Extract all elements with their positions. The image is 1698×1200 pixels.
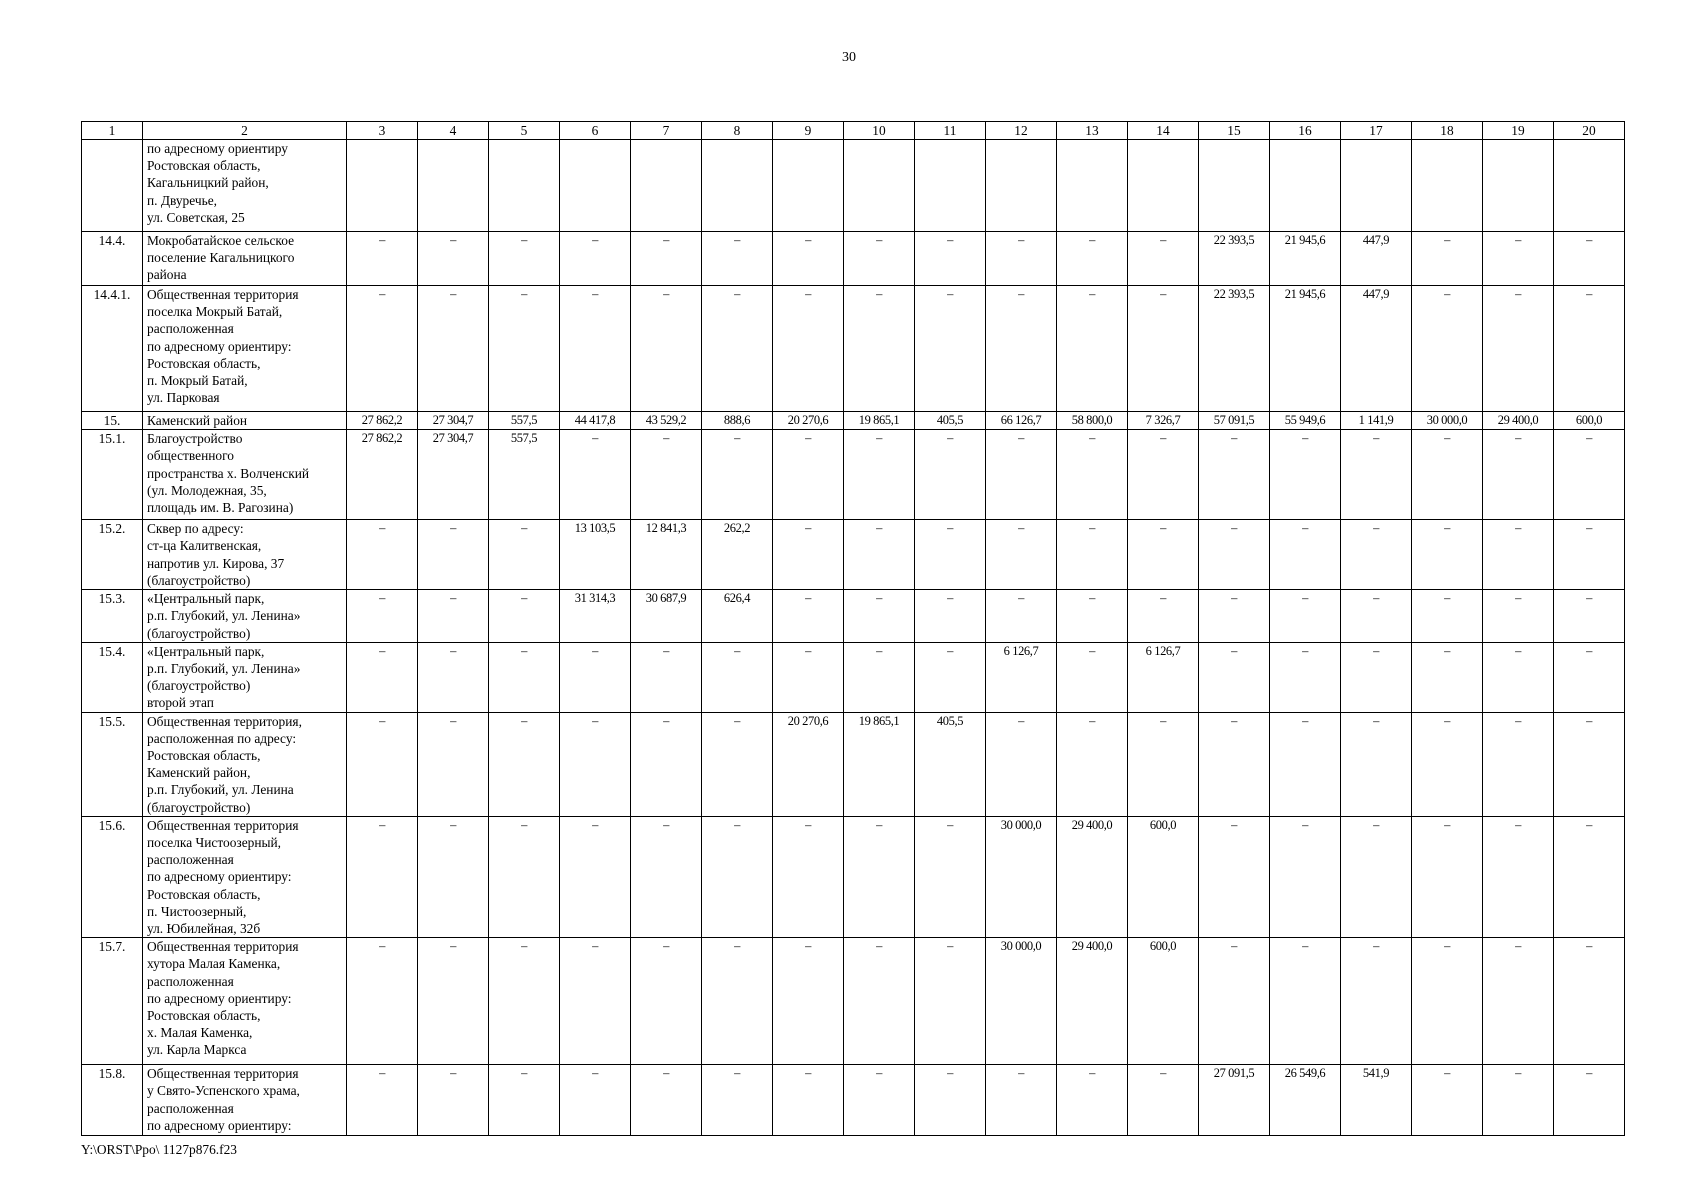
object-name-cell: Мокробатайское сельское поселение Кагальницкого района <box>143 232 347 286</box>
value-cell <box>1341 140 1412 232</box>
value-cell: – <box>1483 712 1554 816</box>
value-cell <box>489 140 560 232</box>
header-cell: 11 <box>915 122 986 140</box>
header-cell: 20 <box>1554 122 1625 140</box>
value-cell: – <box>1341 712 1412 816</box>
value-cell: – <box>1341 430 1412 520</box>
value-cell: 19 865,1 <box>844 412 915 430</box>
value-cell: – <box>1057 286 1128 412</box>
value-cell: – <box>347 286 418 412</box>
value-cell: 30 687,9 <box>631 590 702 643</box>
value-cell: – <box>1554 430 1625 520</box>
table-row <box>82 286 1625 412</box>
value-cell: – <box>631 816 702 937</box>
value-cell: 22 393,5 <box>1199 232 1270 286</box>
value-cell: – <box>560 712 631 816</box>
budget-table-container <box>81 121 1625 1136</box>
value-cell <box>986 140 1057 232</box>
value-cell: – <box>986 520 1057 590</box>
value-cell: 58 800,0 <box>1057 412 1128 430</box>
object-name-cell: Сквер по адресу: ст-ца Калитвенская, напротив ул. Кирова, 37 (благоустройство) <box>143 520 347 590</box>
value-cell: – <box>1412 938 1483 1065</box>
row-number-cell: 14.4. <box>82 232 143 286</box>
value-cell: – <box>1128 286 1199 412</box>
value-cell: 29 400,0 <box>1483 412 1554 430</box>
value-cell <box>418 140 489 232</box>
value-cell: – <box>1483 286 1554 412</box>
value-cell: – <box>986 232 1057 286</box>
value-cell: – <box>560 232 631 286</box>
value-cell: – <box>702 430 773 520</box>
value-cell <box>915 140 986 232</box>
value-cell: 20 270,6 <box>773 412 844 430</box>
value-cell: – <box>773 232 844 286</box>
object-name-cell: Общественная территория, расположенная по адресу: Ростовская область, Каменский район, р.п. Глубокий, ул. Ленина (благоустройство) <box>143 712 347 816</box>
value-cell: – <box>489 590 560 643</box>
value-cell: – <box>418 286 489 412</box>
value-cell: – <box>560 430 631 520</box>
value-cell: – <box>1199 642 1270 712</box>
row-number-cell <box>82 140 143 232</box>
value-cell: 19 865,1 <box>844 712 915 816</box>
row-number-cell: 15.6. <box>82 816 143 937</box>
value-cell: – <box>1412 712 1483 816</box>
table-row <box>82 430 1625 520</box>
value-cell: – <box>1483 520 1554 590</box>
header-cell: 13 <box>1057 122 1128 140</box>
value-cell: – <box>347 816 418 937</box>
value-cell: – <box>1483 642 1554 712</box>
value-cell: 57 091,5 <box>1199 412 1270 430</box>
header-cell: 3 <box>347 122 418 140</box>
value-cell <box>1270 140 1341 232</box>
value-cell: – <box>915 590 986 643</box>
value-cell: 21 945,6 <box>1270 286 1341 412</box>
value-cell: – <box>915 232 986 286</box>
value-cell: – <box>702 642 773 712</box>
value-cell: 22 393,5 <box>1199 286 1270 412</box>
header-cell: 8 <box>702 122 773 140</box>
value-cell: 600,0 <box>1128 816 1199 937</box>
value-cell: – <box>702 1065 773 1136</box>
value-cell: – <box>1270 816 1341 937</box>
header-cell: 17 <box>1341 122 1412 140</box>
value-cell: – <box>1412 286 1483 412</box>
value-cell: – <box>1270 430 1341 520</box>
value-cell: 31 314,3 <box>560 590 631 643</box>
value-cell <box>560 140 631 232</box>
table-row <box>82 642 1625 712</box>
row-number-cell: 14.4.1. <box>82 286 143 412</box>
value-cell: – <box>773 590 844 643</box>
value-cell: – <box>1412 232 1483 286</box>
value-cell: – <box>1199 520 1270 590</box>
value-cell: – <box>1412 430 1483 520</box>
value-cell: – <box>1199 816 1270 937</box>
value-cell: – <box>1341 816 1412 937</box>
value-cell: – <box>347 232 418 286</box>
value-cell: 21 945,6 <box>1270 232 1341 286</box>
value-cell: – <box>773 286 844 412</box>
object-name-cell: Общественная территория у Свято-Успенского храма, расположенная по адресному ориентиру: <box>143 1065 347 1136</box>
value-cell: – <box>560 816 631 937</box>
value-cell <box>631 140 702 232</box>
value-cell: – <box>1199 938 1270 1065</box>
value-cell: – <box>915 286 986 412</box>
value-cell: – <box>1554 938 1625 1065</box>
value-cell: – <box>915 816 986 937</box>
value-cell: 7 326,7 <box>1128 412 1199 430</box>
object-name-cell: Общественная территория поселка Чистоозерный, расположенная по адресному ориентиру: Ростовская область, п. Чистоозерный, ул. Юбилейная, 32б <box>143 816 347 937</box>
value-cell: – <box>631 712 702 816</box>
value-cell: – <box>1057 430 1128 520</box>
value-cell: – <box>1554 712 1625 816</box>
value-cell: 6 126,7 <box>986 642 1057 712</box>
value-cell: – <box>1554 1065 1625 1136</box>
value-cell: – <box>418 816 489 937</box>
value-cell: – <box>1128 712 1199 816</box>
value-cell: – <box>347 590 418 643</box>
value-cell: – <box>915 430 986 520</box>
value-cell: – <box>631 1065 702 1136</box>
value-cell: – <box>1270 590 1341 643</box>
value-cell: – <box>844 286 915 412</box>
value-cell: 1 141,9 <box>1341 412 1412 430</box>
value-cell: 405,5 <box>915 412 986 430</box>
value-cell: – <box>986 1065 1057 1136</box>
value-cell: – <box>347 938 418 1065</box>
value-cell: – <box>1483 590 1554 643</box>
page-number: 30 <box>842 50 856 65</box>
value-cell <box>1057 140 1128 232</box>
value-cell: – <box>1412 1065 1483 1136</box>
value-cell: – <box>560 286 631 412</box>
value-cell: 66 126,7 <box>986 412 1057 430</box>
value-cell: – <box>1554 520 1625 590</box>
table-row <box>82 1065 1625 1136</box>
row-number-cell: 15.4. <box>82 642 143 712</box>
value-cell: – <box>844 1065 915 1136</box>
header-cell: 18 <box>1412 122 1483 140</box>
table-row <box>82 520 1625 590</box>
value-cell: 27 862,2 <box>347 412 418 430</box>
value-cell: – <box>1128 1065 1199 1136</box>
value-cell: – <box>631 938 702 1065</box>
value-cell: – <box>1057 642 1128 712</box>
value-cell: – <box>1270 520 1341 590</box>
value-cell: 262,2 <box>702 520 773 590</box>
value-cell: – <box>1057 520 1128 590</box>
value-cell: – <box>1483 816 1554 937</box>
value-cell: – <box>1128 232 1199 286</box>
value-cell: 29 400,0 <box>1057 938 1128 1065</box>
value-cell: 557,5 <box>489 430 560 520</box>
value-cell: – <box>1483 938 1554 1065</box>
budget-table <box>81 121 1625 1136</box>
header-cell: 5 <box>489 122 560 140</box>
value-cell: – <box>915 520 986 590</box>
value-cell: 405,5 <box>915 712 986 816</box>
value-cell: – <box>1483 430 1554 520</box>
object-name-cell: «Центральный парк, р.п. Глубокий, ул. Ленина» (благоустройство) <box>143 590 347 643</box>
value-cell: – <box>1270 712 1341 816</box>
value-cell: – <box>986 712 1057 816</box>
value-cell: – <box>560 1065 631 1136</box>
value-cell: – <box>986 430 1057 520</box>
value-cell: – <box>915 1065 986 1136</box>
value-cell: – <box>1128 520 1199 590</box>
value-cell: – <box>1270 642 1341 712</box>
file-path-footer: Y:\ORST\Ppo\ 1127p876.f23 <box>81 1142 237 1157</box>
value-cell: – <box>844 520 915 590</box>
value-cell <box>1412 140 1483 232</box>
value-cell: 26 549,6 <box>1270 1065 1341 1136</box>
value-cell: – <box>844 816 915 937</box>
value-cell: – <box>1270 938 1341 1065</box>
value-cell: – <box>347 520 418 590</box>
table-row <box>82 412 1625 430</box>
value-cell: – <box>489 520 560 590</box>
value-cell: – <box>773 938 844 1065</box>
table-row <box>82 590 1625 643</box>
row-number-cell: 15.3. <box>82 590 143 643</box>
header-cell: 4 <box>418 122 489 140</box>
value-cell: – <box>844 642 915 712</box>
value-cell: – <box>489 1065 560 1136</box>
value-cell: – <box>915 938 986 1065</box>
value-cell: 541,9 <box>1341 1065 1412 1136</box>
header-cell: 9 <box>773 122 844 140</box>
value-cell: – <box>418 938 489 1065</box>
value-cell: – <box>844 232 915 286</box>
value-cell: – <box>773 430 844 520</box>
value-cell: – <box>986 286 1057 412</box>
value-cell: 30 000,0 <box>986 816 1057 937</box>
value-cell: – <box>631 286 702 412</box>
object-name-cell: по адресному ориентиру Ростовская область, Кагальницкий район, п. Двуречье, ул. Советская, 25 <box>143 140 347 232</box>
value-cell: 20 270,6 <box>773 712 844 816</box>
value-cell: – <box>347 642 418 712</box>
value-cell: – <box>702 232 773 286</box>
value-cell: – <box>1341 642 1412 712</box>
table-row <box>82 816 1625 937</box>
object-name-cell: «Центральный парк, р.п. Глубокий, ул. Ленина» (благоустройство) второй этап <box>143 642 347 712</box>
value-cell <box>844 140 915 232</box>
header-cell: 6 <box>560 122 631 140</box>
object-name-cell: Благоустройство общественного пространства х. Волченский (ул. Молодежная, 35, площадь им. В. Рагозина) <box>143 430 347 520</box>
value-cell: – <box>418 642 489 712</box>
value-cell: – <box>773 816 844 937</box>
value-cell: – <box>1057 232 1128 286</box>
value-cell: 600,0 <box>1554 412 1625 430</box>
value-cell: – <box>489 642 560 712</box>
value-cell: 27 862,2 <box>347 430 418 520</box>
value-cell: 27 304,7 <box>418 412 489 430</box>
value-cell: – <box>702 712 773 816</box>
value-cell: 557,5 <box>489 412 560 430</box>
value-cell: 29 400,0 <box>1057 816 1128 937</box>
value-cell: – <box>1412 590 1483 643</box>
table-header-row <box>82 122 1625 140</box>
row-number-cell: 15.8. <box>82 1065 143 1136</box>
value-cell: – <box>1341 520 1412 590</box>
object-name-cell: Каменский район <box>143 412 347 430</box>
header-cell: 14 <box>1128 122 1199 140</box>
object-name-cell: Общественная территория поселка Мокрый Батай, расположенная по адресному ориентиру: Ростовская область, п. Мокрый Батай, ул. Парковая <box>143 286 347 412</box>
table-row <box>82 938 1625 1065</box>
value-cell: – <box>1554 286 1625 412</box>
header-cell: 16 <box>1270 122 1341 140</box>
value-cell: – <box>1341 590 1412 643</box>
value-cell <box>1554 140 1625 232</box>
value-cell <box>1483 140 1554 232</box>
value-cell: 626,4 <box>702 590 773 643</box>
value-cell: 447,9 <box>1341 286 1412 412</box>
value-cell: – <box>1554 642 1625 712</box>
value-cell: – <box>489 938 560 1065</box>
value-cell: 13 103,5 <box>560 520 631 590</box>
value-cell: – <box>1128 430 1199 520</box>
value-cell: – <box>1057 712 1128 816</box>
value-cell: 44 417,8 <box>560 412 631 430</box>
value-cell: – <box>1057 1065 1128 1136</box>
row-number-cell: 15. <box>82 412 143 430</box>
header-cell: 19 <box>1483 122 1554 140</box>
row-number-cell: 15.5. <box>82 712 143 816</box>
header-cell: 15 <box>1199 122 1270 140</box>
value-cell <box>1199 140 1270 232</box>
value-cell: – <box>1483 232 1554 286</box>
value-cell: – <box>1554 816 1625 937</box>
value-cell: – <box>489 816 560 937</box>
value-cell: 55 949,6 <box>1270 412 1341 430</box>
value-cell: – <box>418 232 489 286</box>
value-cell: – <box>418 712 489 816</box>
value-cell: – <box>489 232 560 286</box>
value-cell: – <box>1554 232 1625 286</box>
value-cell: 43 529,2 <box>631 412 702 430</box>
value-cell: – <box>631 642 702 712</box>
table-row <box>82 232 1625 286</box>
value-cell: 12 841,3 <box>631 520 702 590</box>
value-cell: – <box>986 590 1057 643</box>
header-cell: 12 <box>986 122 1057 140</box>
value-cell: – <box>702 938 773 1065</box>
value-cell: – <box>1199 430 1270 520</box>
value-cell: – <box>773 642 844 712</box>
value-cell: – <box>773 1065 844 1136</box>
value-cell: – <box>1128 590 1199 643</box>
table-row <box>82 140 1625 232</box>
value-cell: – <box>773 520 844 590</box>
value-cell: – <box>1412 520 1483 590</box>
value-cell: – <box>347 712 418 816</box>
value-cell: 6 126,7 <box>1128 642 1199 712</box>
value-cell: – <box>1341 938 1412 1065</box>
value-cell: – <box>560 938 631 1065</box>
value-cell: 600,0 <box>1128 938 1199 1065</box>
table-body <box>82 140 1625 1136</box>
row-number-cell: 15.1. <box>82 430 143 520</box>
value-cell: 30 000,0 <box>1412 412 1483 430</box>
value-cell: 27 304,7 <box>418 430 489 520</box>
value-cell <box>347 140 418 232</box>
value-cell: – <box>702 816 773 937</box>
value-cell: – <box>560 642 631 712</box>
value-cell: – <box>418 590 489 643</box>
value-cell <box>1128 140 1199 232</box>
value-cell: – <box>844 590 915 643</box>
value-cell: – <box>1554 590 1625 643</box>
header-cell: 10 <box>844 122 915 140</box>
value-cell: – <box>702 286 773 412</box>
header-cell: 2 <box>143 122 347 140</box>
value-cell: – <box>631 430 702 520</box>
value-cell: 27 091,5 <box>1199 1065 1270 1136</box>
value-cell <box>773 140 844 232</box>
value-cell: – <box>489 712 560 816</box>
value-cell: – <box>844 430 915 520</box>
value-cell: – <box>418 520 489 590</box>
header-cell: 1 <box>82 122 143 140</box>
header-cell: 7 <box>631 122 702 140</box>
object-name-cell: Общественная территория хутора Малая Каменка, расположенная по адресному ориентиру: Ростовская область, х. Малая Каменка, ул. Карла Маркса <box>143 938 347 1065</box>
value-cell: – <box>631 232 702 286</box>
value-cell: – <box>1057 590 1128 643</box>
value-cell <box>702 140 773 232</box>
value-cell: – <box>418 1065 489 1136</box>
value-cell: – <box>1199 590 1270 643</box>
row-number-cell: 15.2. <box>82 520 143 590</box>
value-cell: – <box>489 286 560 412</box>
value-cell: 888,6 <box>702 412 773 430</box>
value-cell: – <box>1412 816 1483 937</box>
table-row <box>82 712 1625 816</box>
value-cell: – <box>915 642 986 712</box>
value-cell: – <box>1199 712 1270 816</box>
value-cell: 30 000,0 <box>986 938 1057 1065</box>
value-cell: – <box>347 1065 418 1136</box>
value-cell: – <box>1483 1065 1554 1136</box>
value-cell: 447,9 <box>1341 232 1412 286</box>
value-cell: – <box>1412 642 1483 712</box>
row-number-cell: 15.7. <box>82 938 143 1065</box>
value-cell: – <box>844 938 915 1065</box>
